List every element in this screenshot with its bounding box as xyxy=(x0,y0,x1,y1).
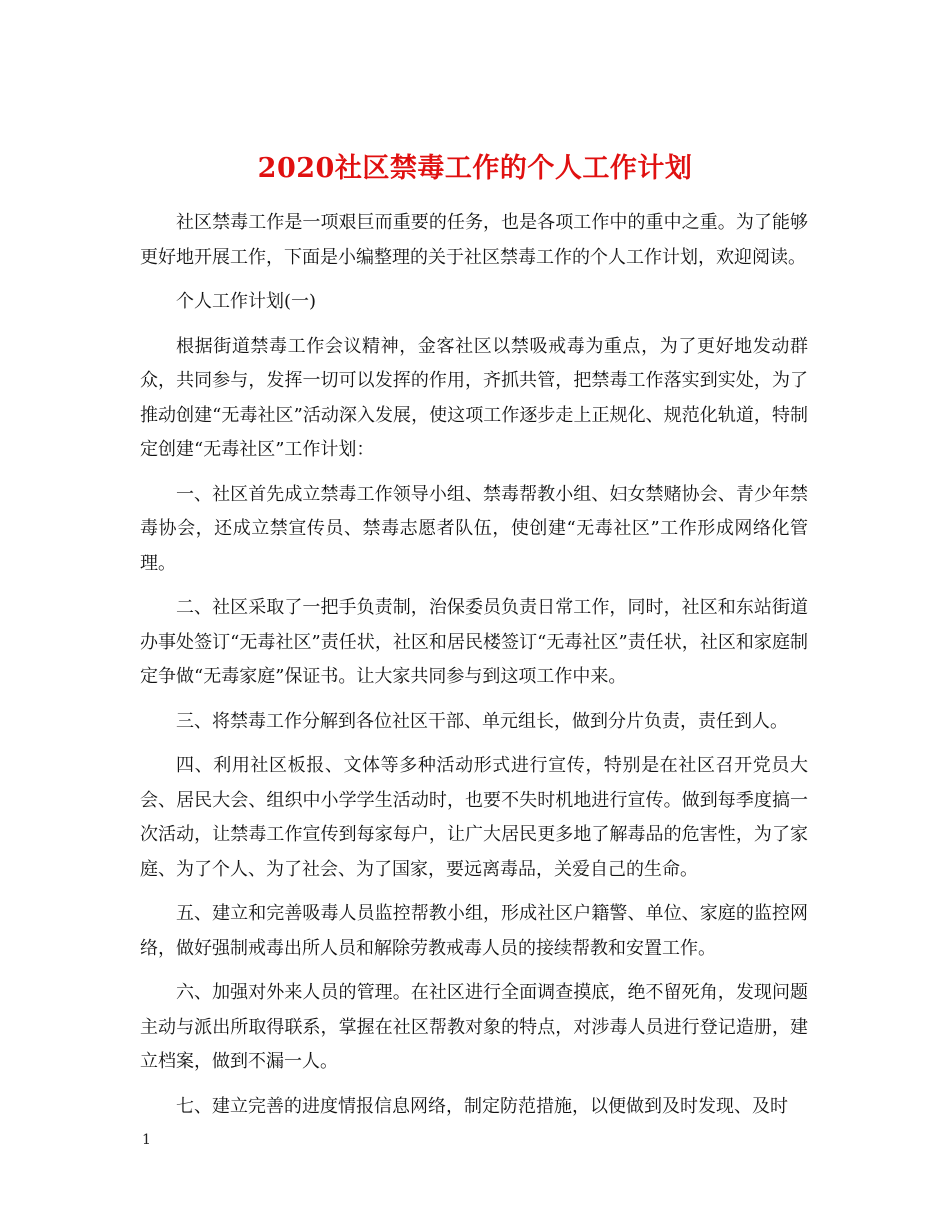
page-number: 1 xyxy=(142,1132,151,1148)
paragraph: 四、利用社区板报、文体等多种活动形式进行宣传，特别是在社区召开党员大会、居民大会、组织中小学学生活动时，也要不失时机地进行宣传。做到每季度搞一次活动，让禁毒工作宣传到每家每户，让广大居民更多地了解毒品的危害性，为了家庭、为了个人、为了社会、为了国家，要远离毒品，关爱自己的生命。 xyxy=(140,755,808,880)
paragraph: 二、社区采取了一把手负责制，治保委员负责日常工作，同时，社区和东站街道办事处签订“无毒社区”责任状，社区和居民楼签订“无毒社区”责任状，社区和家庭制定争做“无毒家庭”保证书。让大家共同参与到这项工作中来。 xyxy=(140,597,808,687)
paragraph: 七、建立完善的进度情报信息网络，制定防范措施，以便做到及时发现、及时 xyxy=(176,1095,788,1117)
paragraph: 根据街道禁毒工作会议精神，金客社区以禁吸戒毒为重点，为了更好地发动群众，共同参与，发挥一切可以发挥的作用，齐抓共管，把禁毒工作落实到实处，为了推动创建“无毒社区”活动深入发展，使这项工作逐步走上正规化、规范化轨道，特制定创建“无毒社区”工作计划： xyxy=(140,335,808,460)
document-title: 2020社区禁毒工作的个人工作计划 xyxy=(257,153,693,185)
document-body xyxy=(140,206,808,1134)
paragraph: 三、将禁毒工作分解到各位社区干部、单元组长，做到分片负责，责任到人。 xyxy=(176,710,788,732)
paragraph: 一、社区首先成立禁毒工作领导小组、禁毒帮教小组、妇女禁赌协会、青少年禁毒协会，还成立禁宣传员、禁毒志愿者队伍，使创建“无毒社区”工作形成网络化管理。 xyxy=(140,483,808,574)
section-heading: 个人工作计划(一) xyxy=(176,291,317,312)
paragraph-intro: 社区禁毒工作是一项艰巨而重要的任务，也是各项工作中的重中之重。为了能够更好地开展工作，下面是小编整理的关于社区禁毒工作的个人工作计划，欢迎阅读。 xyxy=(140,212,808,268)
paragraph: 五、建立和完善吸毒人员监控帮教小组，形成社区户籍警、单位、家庭的监控网络，做好强制戒毒出所人员和解除劳教戒毒人员的接续帮教和安置工作。 xyxy=(140,903,808,959)
paragraph: 六、加强对外来人员的管理。在社区进行全面调查摸底，绝不留死角，发现问题主动与派出所取得联系，掌握在社区帮教对象的特点，对涉毒人员进行登记造册，建立档案，做到不漏一人。 xyxy=(140,982,808,1072)
